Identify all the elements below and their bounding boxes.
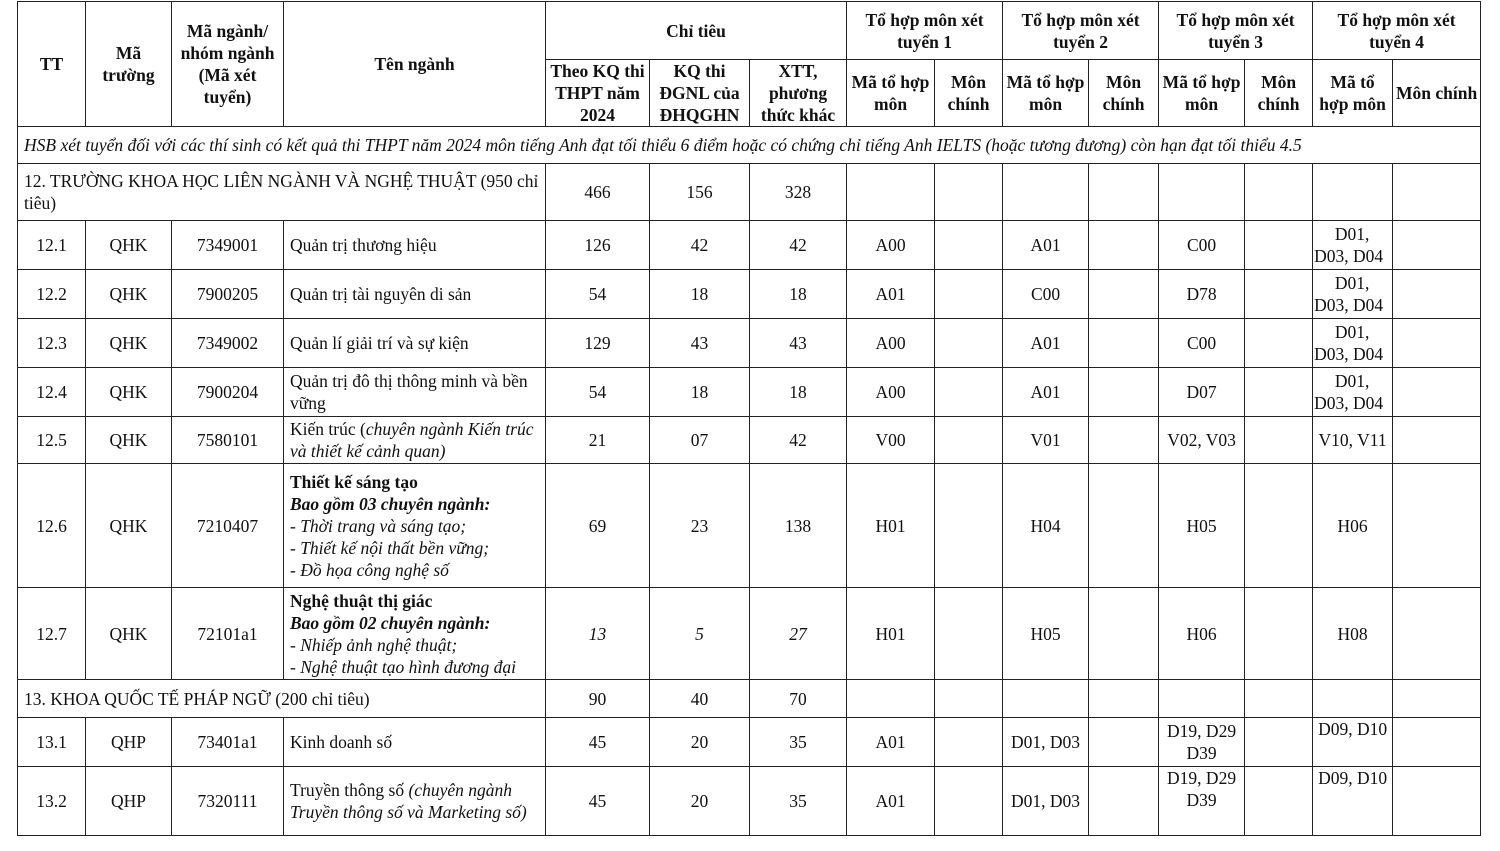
row-ma-nganh: 7900205	[172, 270, 284, 319]
row-thpt: 21	[546, 417, 650, 464]
row-ma-truong: QHK	[86, 270, 172, 319]
section-12-thpt: 466	[546, 164, 650, 221]
header-ma-to-hop-4: Mã tổ hợp môn	[1313, 60, 1393, 127]
table-row	[18, 767, 1481, 836]
row-tohop-3: V02, V03	[1159, 417, 1245, 464]
header-ma-to-hop-2: Mã tổ hợp môn	[1003, 60, 1089, 127]
section-12-dgnl: 156	[650, 164, 750, 221]
section-13-thpt: 90	[546, 680, 650, 718]
row-ma-truong: QHP	[86, 767, 172, 836]
row-tohop-2: V01	[1003, 417, 1089, 464]
section-12-xtt: 328	[750, 164, 847, 221]
header-tt: TT	[18, 2, 86, 127]
row-thpt: 54	[546, 368, 650, 417]
row-thpt: 126	[546, 221, 650, 270]
row-dgnl: 42	[650, 221, 750, 270]
header-ma-to-hop-3: Mã tổ hợp môn	[1159, 60, 1245, 127]
row-tohop-4: H06	[1313, 464, 1393, 588]
section-13-xtt: 70	[750, 680, 847, 718]
row-thpt: 129	[546, 319, 650, 368]
row-tohop-1: H01	[847, 464, 935, 588]
row-tohop-4: D01, D03, D04	[1313, 221, 1393, 270]
row-tohop-2: A01	[1003, 221, 1089, 270]
table-row	[18, 718, 1481, 767]
section-12-title: 12. TRƯỜNG KHOA HỌC LIÊN NGÀNH VÀ NGHỆ THUẬT (950 chỉ tiêu)	[18, 164, 546, 221]
row-dgnl: 43	[650, 319, 750, 368]
row-tohop-1: A00	[847, 221, 935, 270]
row-thpt: 54	[546, 270, 650, 319]
row-xtt: 43	[750, 319, 847, 368]
row-xtt: 18	[750, 270, 847, 319]
row-tt: 13.2	[18, 767, 86, 836]
row-tt: 12.6	[18, 464, 86, 588]
row-xtt: 27	[750, 588, 847, 680]
row-ma-nganh: 7580101	[172, 417, 284, 464]
row-ten-nganh: Thiết kế sáng tạo Bao gồm 03 chuyên ngành: - Thời trang và sáng tạo; - Thiết kế nội thất bền vững; - Đồ họa công nghệ số	[284, 464, 546, 588]
row-ten-nganh: Kiến trúc (chuyên ngành Kiến trúc và thiết kế cảnh quan)	[284, 417, 546, 464]
header-ten-nganh: Tên ngành	[284, 2, 546, 127]
row-tohop-1: V00	[847, 417, 935, 464]
row-tohop-4: D09, D10	[1313, 767, 1393, 836]
row-tohop-3: D78	[1159, 270, 1245, 319]
row-tt: 12.3	[18, 319, 86, 368]
row-thpt: 69	[546, 464, 650, 588]
row-tohop-4: D01, D03, D04	[1313, 270, 1393, 319]
row-ma-nganh: 7349002	[172, 319, 284, 368]
row-ma-nganh: 73401a1	[172, 718, 284, 767]
header-tohop-1: Tổ hợp môn xét tuyển 1	[847, 2, 1003, 60]
row-tohop-1: H01	[847, 588, 935, 680]
row-tohop-4: H08	[1313, 588, 1393, 680]
row-xtt: 138	[750, 464, 847, 588]
table-row	[18, 368, 1481, 417]
table-row	[18, 270, 1481, 319]
row-ma-truong: QHP	[86, 718, 172, 767]
row-xtt: 42	[750, 221, 847, 270]
row-tohop-2: H05	[1003, 588, 1089, 680]
header-ma-nganh: Mã ngành/ nhóm ngành (Mã xét tuyển)	[172, 2, 284, 127]
row-ma-truong: QHK	[86, 368, 172, 417]
header-tohop-4: Tổ hợp môn xét tuyển 4	[1313, 2, 1481, 60]
header-tohop-3: Tổ hợp môn xét tuyển 3	[1159, 2, 1313, 60]
row-tohop-2: C00	[1003, 270, 1089, 319]
header-mon-chinh-4: Môn chính	[1393, 60, 1481, 127]
table-row	[18, 221, 1481, 270]
row-tohop-2: H04	[1003, 464, 1089, 588]
row-thpt: 45	[546, 767, 650, 836]
row-dgnl: 07	[650, 417, 750, 464]
row-tt: 12.4	[18, 368, 86, 417]
row-tohop-2: D01, D03	[1003, 767, 1089, 836]
header-mon-chinh-2: Môn chính	[1089, 60, 1159, 127]
row-tohop-1: A01	[847, 270, 935, 319]
row-ma-truong: QHK	[86, 221, 172, 270]
row-tt: 12.5	[18, 417, 86, 464]
row-ten-nganh: Kinh doanh số	[284, 718, 546, 767]
row-tohop-2: A01	[1003, 319, 1089, 368]
row-dgnl: 18	[650, 368, 750, 417]
row-ma-nganh: 7900204	[172, 368, 284, 417]
header-tohop-2: Tổ hợp môn xét tuyển 2	[1003, 2, 1159, 60]
row-tohop-4: D09, D10	[1313, 718, 1393, 767]
row-tohop-4: D01, D03, D04	[1313, 319, 1393, 368]
row-tohop-3: C00	[1159, 221, 1245, 270]
section-13-title: 13. KHOA QUỐC TẾ PHÁP NGỮ (200 chỉ tiêu)	[18, 680, 546, 718]
header-chi-tieu: Chỉ tiêu	[546, 2, 847, 60]
row-ma-truong: QHK	[86, 464, 172, 588]
row-ma-truong: QHK	[86, 319, 172, 368]
admission-table	[17, 1, 1481, 836]
row-dgnl: 20	[650, 767, 750, 836]
table-row	[18, 464, 1481, 588]
row-ten-nganh: Nghệ thuật thị giác Bao gồm 02 chuyên ngành: - Nhiếp ảnh nghệ thuật; - Nghệ thuật tạo hình đương đại	[284, 588, 546, 680]
header-ct-dgnl: KQ thi ĐGNL của ĐHQGHN	[650, 60, 750, 127]
row-tohop-1: A00	[847, 368, 935, 417]
header-mon-chinh-3: Môn chính	[1245, 60, 1313, 127]
row-ten-nganh: Quản lí giải trí và sự kiện	[284, 319, 546, 368]
row-tt: 13.1	[18, 718, 86, 767]
row-dgnl: 20	[650, 718, 750, 767]
header-ct-xtt: XTT, phương thức khác	[750, 60, 847, 127]
header-ma-to-hop-1: Mã tổ hợp môn	[847, 60, 935, 127]
row-tohop-2: A01	[1003, 368, 1089, 417]
row-thpt: 13	[546, 588, 650, 680]
row-tohop-1: A00	[847, 319, 935, 368]
row-dgnl: 23	[650, 464, 750, 588]
row-ma-nganh: 7320111	[172, 767, 284, 836]
header-mon-chinh-1: Môn chính	[935, 60, 1003, 127]
row-tt: 12.1	[18, 221, 86, 270]
row-xtt: 35	[750, 718, 847, 767]
row-ma-nganh: 72101a1	[172, 588, 284, 680]
table-row	[18, 319, 1481, 368]
row-dgnl: 5	[650, 588, 750, 680]
header-ct-thpt: Theo KQ thi THPT năm 2024	[546, 60, 650, 127]
row-ma-truong: QHK	[86, 417, 172, 464]
row-tt: 12.7	[18, 588, 86, 680]
row-tohop-3: D19, D29 D39	[1159, 767, 1245, 836]
row-tohop-1: A01	[847, 767, 935, 836]
row-ma-nganh: 7349001	[172, 221, 284, 270]
row-xtt: 42	[750, 417, 847, 464]
admission-note: HSB xét tuyển đối với các thí sinh có kết quả thi THPT năm 2024 môn tiếng Anh đạt tối thiểu 6 điểm hoặc có chứng chỉ tiếng Anh IELTS (hoặc tương đương) còn hạn đạt tối thiểu 4.5	[18, 127, 1481, 164]
row-ten-nganh: Quản trị tài nguyên di sản	[284, 270, 546, 319]
table-row	[18, 417, 1481, 464]
row-ma-nganh: 7210407	[172, 464, 284, 588]
row-tohop-3: C00	[1159, 319, 1245, 368]
row-ten-nganh: Quản trị thương hiệu	[284, 221, 546, 270]
header-ma-truong: Mã trường	[86, 2, 172, 127]
row-ten-nganh: Truyền thông số (chuyên ngành Truyền thông số và Marketing số)	[284, 767, 546, 836]
row-tohop-3: D19, D29 D39	[1159, 718, 1245, 767]
row-tt: 12.2	[18, 270, 86, 319]
row-tohop-1: A01	[847, 718, 935, 767]
row-tohop-2: D01, D03	[1003, 718, 1089, 767]
row-xtt: 18	[750, 368, 847, 417]
row-ten-nganh: Quản trị đô thị thông minh và bền vững	[284, 368, 546, 417]
row-tohop-4: V10, V11	[1313, 417, 1393, 464]
row-ma-truong: QHK	[86, 588, 172, 680]
row-tohop-3: H05	[1159, 464, 1245, 588]
row-xtt: 35	[750, 767, 847, 836]
row-tohop-3: H06	[1159, 588, 1245, 680]
table-row	[18, 588, 1481, 680]
row-tohop-3: D07	[1159, 368, 1245, 417]
row-dgnl: 18	[650, 270, 750, 319]
row-tohop-4: D01, D03, D04	[1313, 368, 1393, 417]
row-thpt: 45	[546, 718, 650, 767]
section-13-dgnl: 40	[650, 680, 750, 718]
